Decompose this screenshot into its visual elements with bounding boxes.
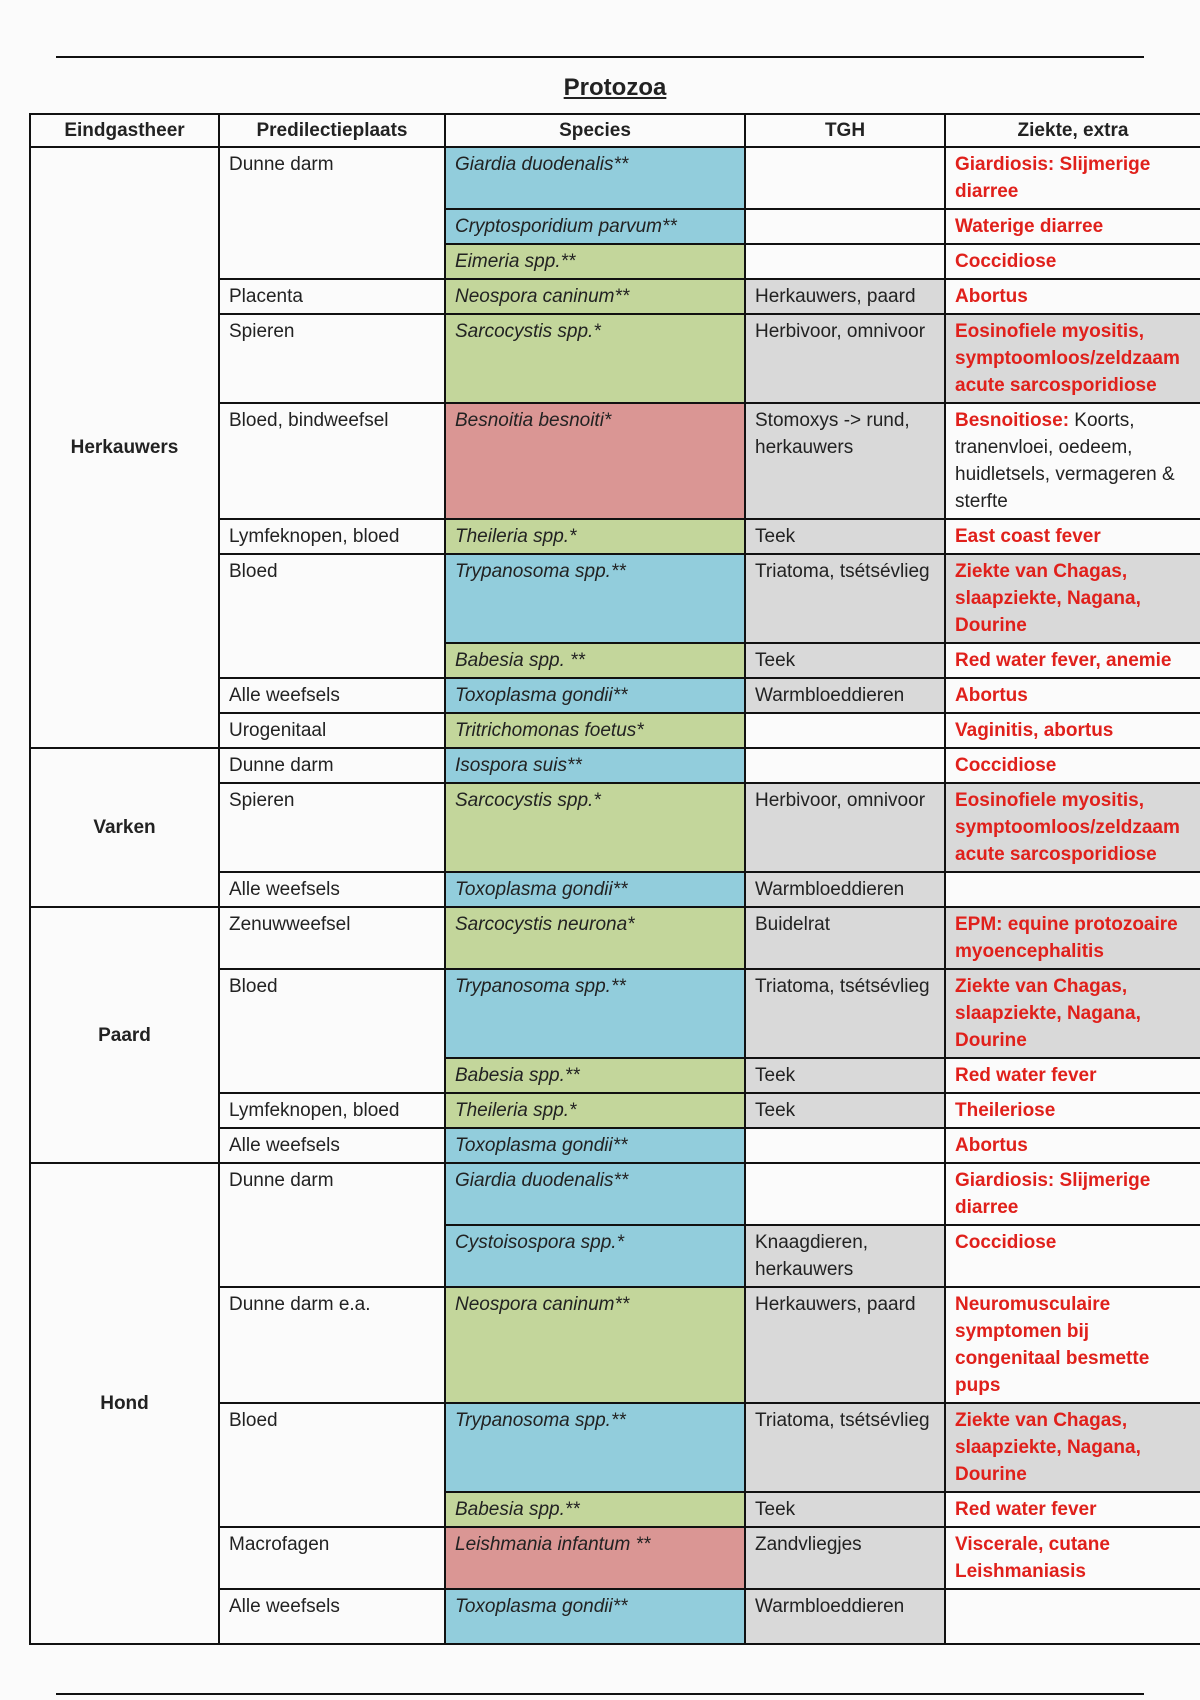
disease-cell: Eosinofiele myositis, symptoomloos/zeldzaam acute sarcosporidiose (945, 314, 1200, 403)
disease-cell: Viscerale, cutane Leishmaniasis (945, 1527, 1200, 1589)
header-eindgastheer: Eindgastheer (30, 114, 219, 147)
tgh-cell: Herkauwers, paard (745, 279, 945, 314)
species-cell: Sarcocystis spp.* (445, 783, 745, 872)
place-cell: Bloed (219, 1403, 445, 1527)
tgh-cell: Herbivoor, omnivoor (745, 314, 945, 403)
table-row (30, 147, 1200, 209)
place-cell: Zenuwweefsel (219, 907, 445, 969)
host-cell-hond: Hond (30, 1163, 219, 1644)
disease-cell: Eosinofiele myositis, symptoomloos/zeldzaam acute sarcosporidiose (945, 783, 1200, 872)
species-cell: Giardia duodenalis** (445, 1163, 745, 1225)
tgh-cell: Triatoma, tsétsévlieg (745, 554, 945, 643)
species-cell: Trypanosoma spp.** (445, 969, 745, 1058)
host-cell-varken: Varken (30, 748, 219, 907)
species-cell: Tritrichomonas foetus* (445, 713, 745, 748)
place-cell: Alle weefsels (219, 678, 445, 713)
species-cell: Sarcocystis spp.* (445, 314, 745, 403)
species-cell: Cystoisospora spp.* (445, 1225, 745, 1287)
disease-cell: Ziekte van Chagas, slaapziekte, Nagana, Dourine (945, 1403, 1200, 1492)
tgh-cell: Warmbloeddieren (745, 872, 945, 907)
tgh-cell: Knaagdieren, herkauwers (745, 1225, 945, 1287)
disease-cell: Ziekte van Chagas, slaapziekte, Nagana, Dourine (945, 554, 1200, 643)
species-cell: Theileria spp.* (445, 1093, 745, 1128)
place-cell: Placenta (219, 279, 445, 314)
disease-cell: Coccidiose (945, 1225, 1200, 1287)
tgh-cell: Teek (745, 1093, 945, 1128)
disease-label: Besnoitiose: (955, 410, 1070, 431)
species-cell: Neospora caninum** (445, 1287, 745, 1403)
tgh-cell: Teek (745, 519, 945, 554)
species-cell: Eimeria spp.** (445, 244, 745, 279)
disease-cell: Abortus (945, 1128, 1200, 1163)
place-cell: Alle weefsels (219, 1589, 445, 1644)
top-rule (56, 56, 1144, 58)
disease-cell: Theileriose (945, 1093, 1200, 1128)
species-cell: Giardia duodenalis** (445, 147, 745, 209)
host-cell-herkauwers: Herkauwers (30, 147, 219, 748)
place-cell: Bloed (219, 969, 445, 1093)
disease-cell (945, 1589, 1200, 1644)
disease-cell: Coccidiose (945, 244, 1200, 279)
species-cell: Toxoplasma gondii** (445, 678, 745, 713)
tgh-cell (745, 209, 945, 244)
place-cell: Spieren (219, 783, 445, 872)
tgh-cell: Teek (745, 1058, 945, 1093)
disease-cell (945, 403, 1200, 519)
place-cell: Alle weefsels (219, 1128, 445, 1163)
species-cell: Toxoplasma gondii** (445, 872, 745, 907)
tgh-cell (745, 1128, 945, 1163)
disease-cell (945, 872, 1200, 907)
tgh-cell: Zandvliegjes (745, 1527, 945, 1589)
species-cell: Babesia spp. ** (445, 643, 745, 678)
header-ziekte: Ziekte, extra (945, 114, 1200, 147)
header-tgh: TGH (745, 114, 945, 147)
disease-cell: Red water fever (945, 1058, 1200, 1093)
species-cell: Neospora caninum** (445, 279, 745, 314)
place-cell: Macrofagen (219, 1527, 445, 1589)
table-row (30, 748, 1200, 783)
species-cell: Theileria spp.* (445, 519, 745, 554)
place-cell: Spieren (219, 314, 445, 403)
species-cell: Toxoplasma gondii** (445, 1589, 745, 1644)
species-cell: Toxoplasma gondii** (445, 1128, 745, 1163)
disease-cell: Vaginitis, abortus (945, 713, 1200, 748)
table-row (30, 907, 1200, 969)
species-cell: Babesia spp.** (445, 1058, 745, 1093)
tgh-cell (745, 713, 945, 748)
place-cell: Urogenitaal (219, 713, 445, 748)
disease-cell: Neuromusculaire symptomen bij congenitaal besmette pups (945, 1287, 1200, 1403)
tgh-cell: Warmbloeddieren (745, 678, 945, 713)
tgh-cell: Teek (745, 643, 945, 678)
tgh-cell: Teek (745, 1492, 945, 1527)
place-cell: Bloed (219, 554, 445, 678)
tgh-cell (745, 147, 945, 209)
place-cell: Dunne darm (219, 147, 445, 279)
disease-cell: Waterige diarree (945, 209, 1200, 244)
header-predilectieplaats: Predilectieplaats (219, 114, 445, 147)
species-cell: Leishmania infantum ** (445, 1527, 745, 1589)
disease-cell: Ziekte van Chagas, slaapziekte, Nagana, Dourine (945, 969, 1200, 1058)
species-cell: Sarcocystis neurona* (445, 907, 745, 969)
host-cell-paard: Paard (30, 907, 219, 1163)
disease-cell: Giardiosis: Slijmerige diarree (945, 1163, 1200, 1225)
species-cell: Besnoitia besnoiti* (445, 403, 745, 519)
tgh-cell (745, 244, 945, 279)
tgh-cell: Triatoma, tsétsévlieg (745, 969, 945, 1058)
species-cell: Isospora suis** (445, 748, 745, 783)
tgh-cell: Stomoxys -> rund, herkauwers (745, 403, 945, 519)
header-species: Species (445, 114, 745, 147)
place-cell: Bloed, bindweefsel (219, 403, 445, 519)
disease-cell: Red water fever, anemie (945, 643, 1200, 678)
tgh-cell: Herbivoor, omnivoor (745, 783, 945, 872)
disease-cell: EPM: equine protozoaire myoencephalitis (945, 907, 1200, 969)
disease-cell: Abortus (945, 279, 1200, 314)
disease-cell: Red water fever (945, 1492, 1200, 1527)
tgh-cell: Warmbloeddieren (745, 1589, 945, 1644)
species-cell: Babesia spp.** (445, 1492, 745, 1527)
bottom-rule (56, 1693, 1144, 1695)
protozoa-table (29, 113, 1200, 1645)
table-row (30, 1163, 1200, 1225)
tgh-cell (745, 748, 945, 783)
disease-cell: Abortus (945, 678, 1200, 713)
species-cell: Trypanosoma spp.** (445, 554, 745, 643)
header-row (30, 114, 1200, 147)
place-cell: Lymfeknopen, bloed (219, 519, 445, 554)
disease-cell: Coccidiose (945, 748, 1200, 783)
disease-cell: Giardiosis: Slijmerige diarree (945, 147, 1200, 209)
tgh-cell (745, 1163, 945, 1225)
place-cell: Dunne darm (219, 748, 445, 783)
species-cell: Cryptosporidium parvum** (445, 209, 745, 244)
place-cell: Dunne darm (219, 1163, 445, 1287)
tgh-cell: Herkauwers, paard (745, 1287, 945, 1403)
disease-extra: Koorts, tranenvloei, oedeem, huidletsels, vermageren & sterfte (955, 410, 1175, 512)
tgh-cell: Buidelrat (745, 907, 945, 969)
tgh-cell: Triatoma, tsétsévlieg (745, 1403, 945, 1492)
page-title: Protozoa (563, 74, 667, 101)
disease-cell: East coast fever (945, 519, 1200, 554)
place-cell: Lymfeknopen, bloed (219, 1093, 445, 1128)
species-cell: Trypanosoma spp.** (445, 1403, 745, 1492)
place-cell: Alle weefsels (219, 872, 445, 907)
place-cell: Dunne darm e.a. (219, 1287, 445, 1403)
